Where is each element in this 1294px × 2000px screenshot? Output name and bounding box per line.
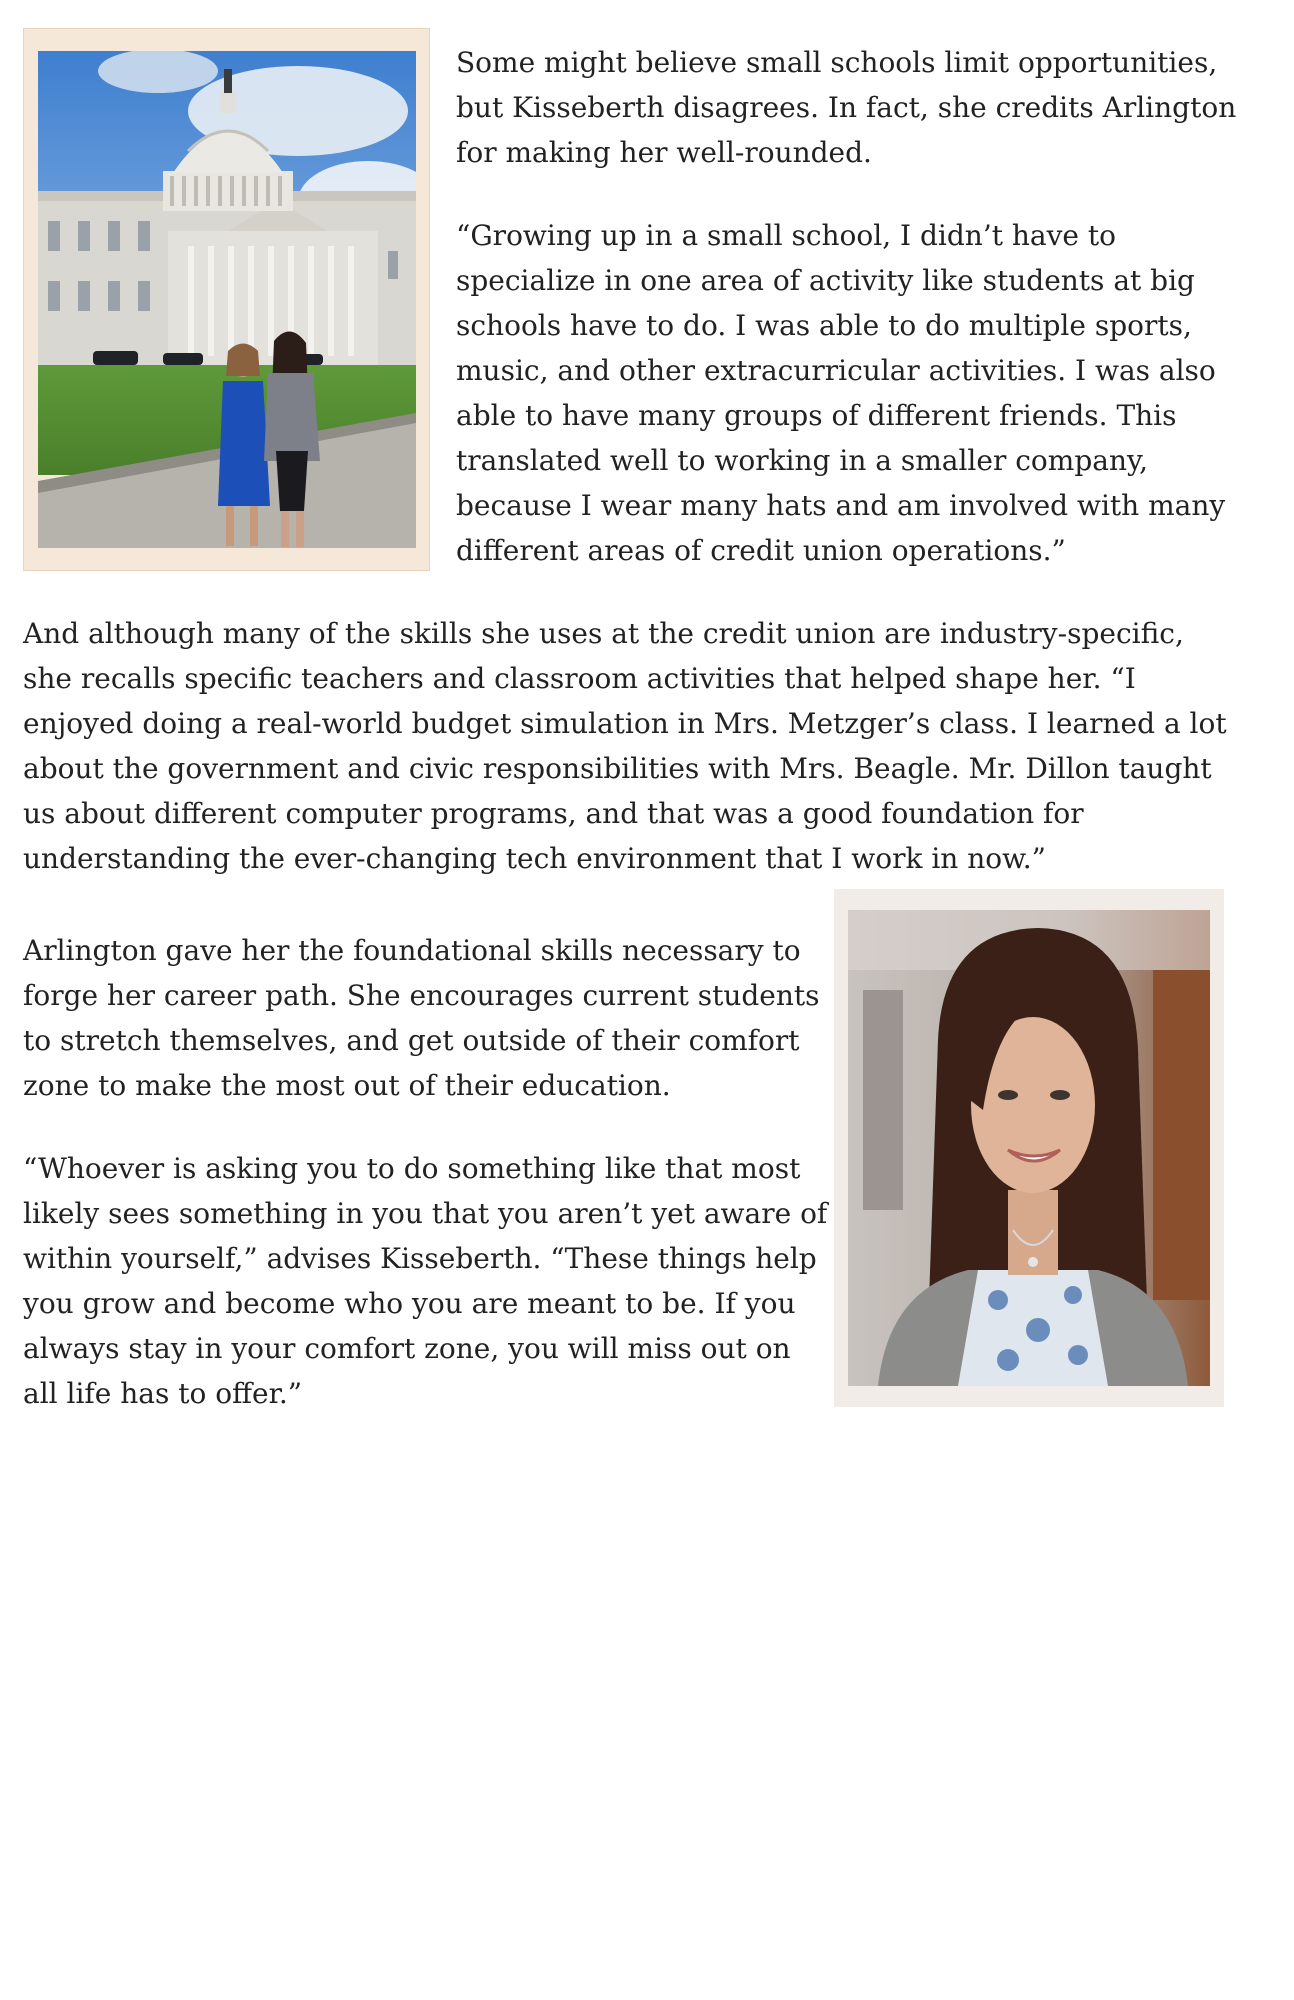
- paragraph-teachers: And although many of the skills she uses at the credit union are industry-specific, she recalls specific teachers and classroom activities that helped shape her. “I enjoyed doing a real-world budget simulation in Mrs. Metzger’s class. I learned a lot about the government and civic responsibilities with Mrs. Beagle. Mr. Dillon taught us about different computer programs, and that was a good foundation for understanding the ever-changing tech environment that I work in now.”: [23, 617, 1227, 875]
- portrait-photo: [848, 910, 1210, 1386]
- paragraph-whoever-quote: “Whoever is asking you to do something like that most likely sees something in you that you aren’t yet aware of within yourself,” advises Kisseberth. “These things help you grow and become who you are meant to be. If you always stay in your comfort zone, you will miss out on all life has to offer.”: [23, 1152, 828, 1410]
- paragraph-growing-up-quote: “Growing up in a small school, I didn’t have to specialize in one area of activity like students at big schools have to do. I was able to do multiple sports, music, and other extracurricular activities. I was also able to have many groups of different friends. This translated well to working in a smaller company, because I wear many hats and am involved with many different areas of credit union operations.”: [456, 219, 1226, 567]
- paragraph-foundational-skills: Arlington gave her the foundational skills necessary to forge her career path. She encourages current students to stretch themselves, and get outside of their comfort zone to make the most out of their education.: [23, 934, 820, 1102]
- paragraph-small-schools: Some might believe small schools limit opportunities, but Kisseberth disagrees. In fact, she credits Arlington for making her well-rounded.: [456, 46, 1237, 169]
- capitol-photo: [38, 51, 416, 548]
